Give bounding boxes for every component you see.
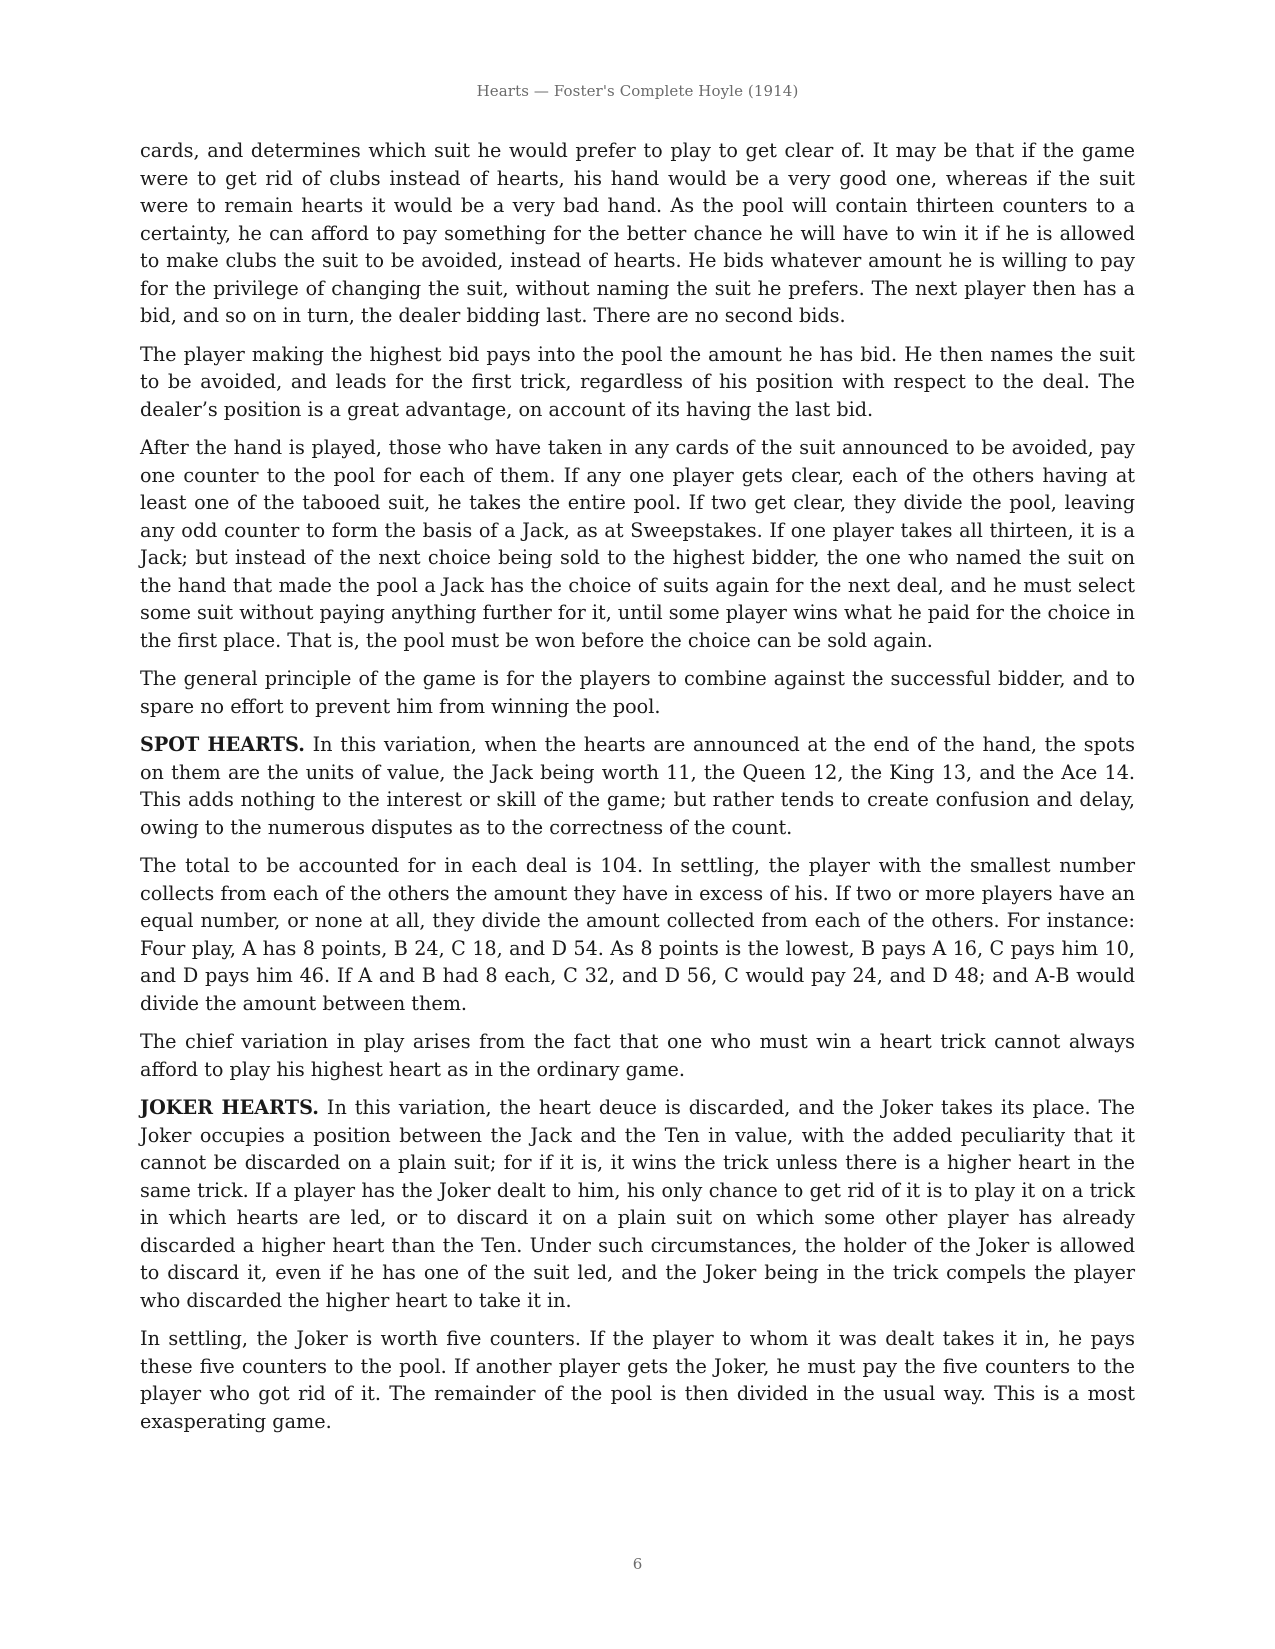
paragraph-text: The chief variation in play arises from the fact that one who must win a heart trick cannot always afford to play his highest heart as in the ordinary game. xyxy=(140,1030,1135,1081)
paragraph-text: The general principle of the game is for the players to combine against the successful bidder, and to spare no effort to prevent him from winning the pool. xyxy=(140,667,1135,718)
paragraph-text: In this variation, the heart deuce is discarded, and the Joker takes its place. The Joker occupies a position between the Jack and the Ten in value, with the added peculiarity that it cannot be discarded on a plain suit; for if it is, it wins the trick unless there is a higher heart in the same trick. If a player has the Joker dealt to him, his only chance to get rid of it is to play it on a trick in which hearts are led, or to discard it on a plain suit on which some other player has already discarded a higher heart than the Ten. Under such circumstances, the holder of the Joker is allowed to discard it, even if he has one of the suit led, and the Joker being in the trick compels the player who discarded the higher heart to take it in. xyxy=(140,1096,1135,1312)
paragraph-text: cards, and determines which suit he would prefer to play to get clear of. It may be that if the game were to get rid of clubs instead of hearts, his hand would be a very good one, whereas if the suit were to remain hearts it would be a very bad hand. As the pool will contain thirteen counters to a certainty, he can afford to pay something for the better chance he will have to win it if he is allowed to make clubs the suit to be avoided, instead of hearts. He bids whatever amount he is willing to pay for the privilege of changing the suit, without naming the suit he prefers. The next player then has a bid, and so on in turn, the dealer bidding last. There are no second bids. xyxy=(140,139,1135,327)
paragraph xyxy=(140,341,1135,424)
paragraph-text: After the hand is played, those who have taken in any cards of the suit announced to be avoided, pay one counter to the pool for each of them. If any one player gets clear, each of the others having at least one of the tabooed suit, he takes the entire pool. If two get clear, they divide the pool, leaving any odd counter to form the basis of a Jack, as at Sweepstakes. If one player takes all thirteen, it is a Jack; but instead of the next choice being sold to the highest bidder, the one who named the suit on the hand that made the pool a Jack has the choice of suits again for the next deal, and he must select some suit without paying anything further for it, until some player wins what he paid for the choice in the first place. That is, the pool must be won before the choice can be sold again. xyxy=(140,436,1135,652)
section-heading-spot-hearts: SPOT HEARTS. xyxy=(140,733,305,756)
page-number: 6 xyxy=(632,1555,643,1573)
paragraph xyxy=(140,137,1135,330)
paragraph xyxy=(140,852,1135,1017)
paragraph xyxy=(140,665,1135,720)
section-heading-joker-hearts: JOKER HEARTS. xyxy=(140,1096,319,1119)
running-header: Hearts — Foster's Complete Hoyle (1914) xyxy=(476,82,799,100)
paragraph-text: In settling, the Joker is worth five counters. If the player to whom it was dealt takes it in, he pays these five counters to the pool. If another player gets the Joker, he must pay the five counters to the player who got rid of it. The remainder of the pool is then divided in the usual way. This is a most exasperating game. xyxy=(140,1327,1135,1433)
page-body xyxy=(140,137,1135,1446)
paragraph-joker-hearts xyxy=(140,1094,1135,1314)
paragraph xyxy=(140,1028,1135,1083)
paragraph xyxy=(140,1325,1135,1435)
paragraph-spot-hearts xyxy=(140,731,1135,841)
paragraph-text: In this variation, when the hearts are announced at the end of the hand, the spots on them are the units of value, the Jack being worth 11, the Queen 12, the King 13, and the Ace 14. This adds nothing to the interest or skill of the game; but rather tends to create confusion and delay, owing to the numerous disputes as to the correctness of the count. xyxy=(140,733,1136,839)
paragraph xyxy=(140,434,1135,654)
paragraph-text: The player making the highest bid pays into the pool the amount he has bid. He then names the suit to be avoided, and leads for the first trick, regardless of his position with respect to the deal. The dealer’s position is a great advantage, on account of its having the last bid. xyxy=(140,342,1135,421)
paragraph-text: The total to be accounted for in each deal is 104. In settling, the player with the smallest number collects from each of the others the amount they have in excess of his. If two or more players have an equal number, or none at all, they divide the amount collected from each of the others. For instance: Four play, A has 8 points, B 24, C 18, and D 54. As 8 points is the lowest, B pays A 16, C pays him 10, and D pays him 46. If A and B had 8 each, C 32, and D 56, C would pay 24, and D 48; and A-B would divide the amount between them. xyxy=(140,854,1135,1015)
